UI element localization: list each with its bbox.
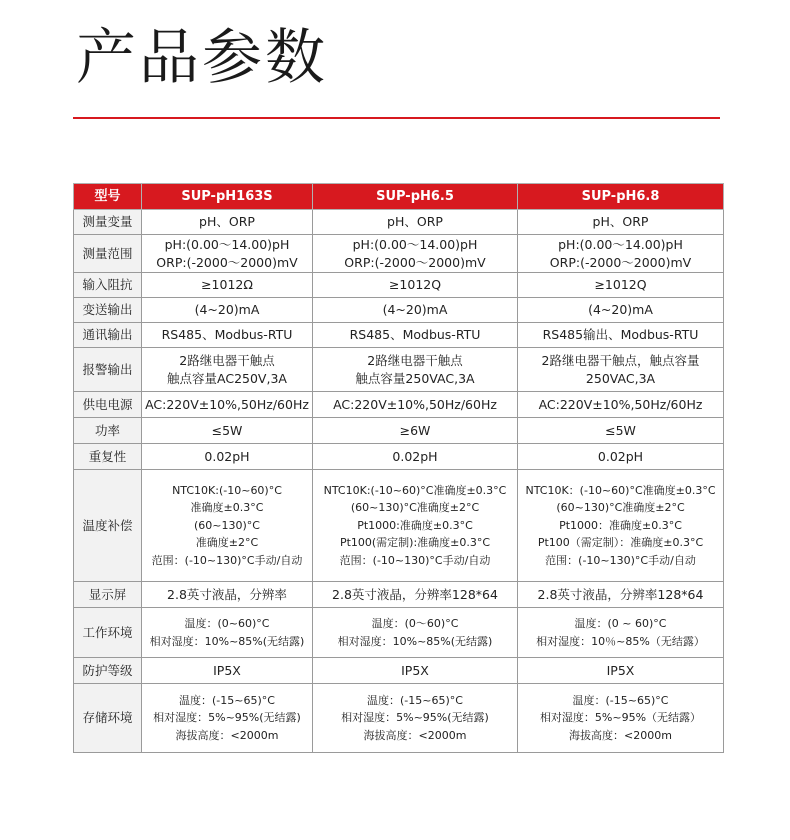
table-row [74,348,724,392]
cell-line: 2路继电器干触点，触点容量 [541,352,700,368]
cell-line: 相对湿度：10%~85%(无结露) [337,634,493,648]
table-cell [142,210,313,235]
row-label: 工作环境 [74,608,142,658]
cell-line: 相对湿度：10％~85%（无结露） [536,634,705,648]
table-cell [313,608,518,658]
cell-line: 触点容量250VAC,3A [355,370,475,386]
row-label: 报警输出 [74,348,142,392]
cell-line: 相对湿度：5%~95%(无结露) [153,711,301,725]
table-cell [142,348,313,392]
row-label: 温度补偿 [74,470,142,582]
table-row [74,210,724,235]
table-cell [518,684,724,753]
cell-line: 温度：(0 ~ 60)°C [574,617,667,630]
cell-line: pH:(0.00～14.00)pH [558,236,683,252]
table-cell [142,470,313,582]
table-cell [142,684,313,753]
cell-line: AC:220V±10%,50Hz/60Hz [145,396,309,412]
header-cell: SUP-pH6.8 [518,184,724,210]
title-divider [73,117,720,119]
cell-line: ORP:(-2000～2000)mV [156,254,298,270]
cell-line: ≥1012Q [594,277,647,292]
row-label: 测量范围 [74,235,142,273]
cell-line: 2路继电器干触点 [367,352,463,368]
cell-line: pH:(0.00～14.00)pH [164,236,290,252]
cell-line: 范围：(-10~130)°C手动/自动 [339,553,491,567]
table-cell [142,235,313,273]
cell-line: (4~20)mA [382,302,448,317]
row-label: 存储环境 [74,684,142,753]
table-cell [518,444,724,470]
cell-line: 海拔高度：<2000m [569,728,672,742]
row-label: 测量变量 [74,210,142,235]
cell-line: 2路继电器干触点 [179,352,275,368]
cell-line: IP5X [213,662,241,678]
cell-line: IP5X [401,662,429,678]
table-cell [142,298,313,323]
row-label: 输入阻抗 [74,273,142,298]
cell-line: pH、ORP [592,214,649,229]
cell-line: Pt1000：准确度±0.3°C [559,518,682,532]
cell-line: (60~130)°C [194,518,260,532]
header-cell: 型号 [74,184,142,210]
header-cell: SUP-pH6.5 [313,184,518,210]
cell-line: 相对湿度：5%~95%（无结露） [539,711,702,725]
table-cell [313,582,518,608]
cell-line: NTC10K:(-10~60)°C [172,483,282,497]
table-cell [142,608,313,658]
cell-line: pH、ORP [387,214,443,229]
table-cell [313,273,518,298]
cell-line: 250VAC,3A [585,370,656,386]
page-title: 产品参数 [76,23,328,93]
cell-line: ≤5W [211,422,243,438]
table-cell [313,684,518,753]
cell-line: NTC10K:(-10~60)°C准确度±0.3°C [323,483,507,497]
table-cell [518,470,724,582]
cell-line: (4~20)mA [588,302,653,317]
cell-line: 温度：(-15~65)°C [572,693,669,707]
cell-line: IP5X [606,662,635,678]
table-cell [518,273,724,298]
cell-line: 范围：(-10~130)°C手动/自动 [545,553,696,567]
table-row [74,582,724,608]
table-cell [142,392,313,418]
table-cell [313,348,518,392]
table-cell [518,418,724,444]
table-row [74,235,724,273]
table-cell [313,235,518,273]
cell-line: RS485输出、Modbus-RTU [542,327,699,342]
header-cell: SUP-pH163S [142,184,313,210]
cell-line: ≤5W [605,422,636,438]
cell-line: 温度：(-15~65)°C [367,693,463,707]
table-cell [313,298,518,323]
table-cell [518,582,724,608]
cell-line: 温度：(0~60)°C [184,617,270,630]
cell-line: Pt1000:准确度±0.3°C [357,518,473,532]
cell-line: NTC10K：(-10~60)°C准确度±0.3°C [525,483,716,497]
cell-line: 准确度±2°C [195,536,259,550]
cell-line: 2.8英寸液晶，分辨率128*64 [332,586,498,602]
table-cell [313,658,518,684]
cell-line: 相对湿度：10%~85%(无结露) [149,634,305,648]
table-cell [518,392,724,418]
table-cell [518,298,724,323]
cell-line: ≥6W [399,422,431,438]
cell-line: 范围：(-10~130)°C手动/自动 [151,553,303,567]
cell-line: Pt100（需定制）：准确度±0.3°C [537,536,704,550]
spec-table-body [74,210,724,753]
cell-line: 温度：(0～60)°C [371,617,459,630]
table-cell [313,470,518,582]
table-cell [142,323,313,348]
table-row [74,273,724,298]
table-cell [142,658,313,684]
row-label: 显示屏 [74,582,142,608]
table-row [74,418,724,444]
table-cell [313,323,518,348]
table-cell [518,323,724,348]
cell-line: 准确度±0.3°C [190,501,264,515]
table-row [74,392,724,418]
table-row [74,608,724,658]
cell-line: ≥1012Q [388,277,442,292]
cell-line: 0.02pH [392,448,438,464]
table-row [74,470,724,582]
row-label: 重复性 [74,444,142,470]
table-row [74,444,724,470]
cell-line: ORP:(-2000～2000)mV [344,254,486,270]
table-row [74,298,724,323]
table-cell [313,392,518,418]
cell-line: pH:(0.00～14.00)pH [352,236,478,252]
table-row [74,323,724,348]
row-label: 变送输出 [74,298,142,323]
cell-line: 温度：(-15~65)°C [179,693,275,707]
table-cell [313,210,518,235]
cell-line: RS485、Modbus-RTU [161,327,293,342]
cell-line: RS485、Modbus-RTU [349,327,481,342]
table-cell [518,658,724,684]
cell-line: Pt100(需定制):准确度±0.3°C [339,536,491,550]
table-cell [142,444,313,470]
cell-line: AC:220V±10%,50Hz/60Hz [538,396,703,412]
cell-line: ≥1012Ω [201,277,253,292]
row-label: 通讯输出 [74,323,142,348]
table-cell [518,348,724,392]
cell-line: ORP:(-2000～2000)mV [549,254,692,270]
table-row [74,684,724,753]
row-label: 功率 [74,418,142,444]
cell-line: 触点容量AC250V,3A [167,370,287,386]
table-cell [518,608,724,658]
cell-line: 0.02pH [597,448,644,464]
cell-line: 0.02pH [204,448,250,464]
spec-table [73,183,724,753]
cell-line: 海拔高度：<2000m [175,728,279,742]
cell-line: (60~130)°C准确度±2°C [556,501,685,515]
table-row [74,658,724,684]
cell-line: AC:220V±10%,50Hz/60Hz [333,396,497,412]
cell-line: 相对湿度：5%~95%(无结露) [341,711,489,725]
cell-line: (4~20)mA [194,302,260,317]
table-cell [142,273,313,298]
table-header-row [74,184,724,210]
table-cell [313,444,518,470]
cell-line: 海拔高度：<2000m [363,728,467,742]
row-label: 防护等级 [74,658,142,684]
cell-line: 2.8英寸液晶，分辨率 [167,586,287,602]
table-cell [142,418,313,444]
cell-line: pH、ORP [199,214,255,229]
table-cell [518,210,724,235]
cell-line: (60~130)°C准确度±2°C [350,501,480,515]
row-label: 供电电源 [74,392,142,418]
table-cell [142,582,313,608]
cell-line: 2.8英寸液晶，分辨率128*64 [537,586,704,602]
table-cell [518,235,724,273]
table-cell [313,418,518,444]
